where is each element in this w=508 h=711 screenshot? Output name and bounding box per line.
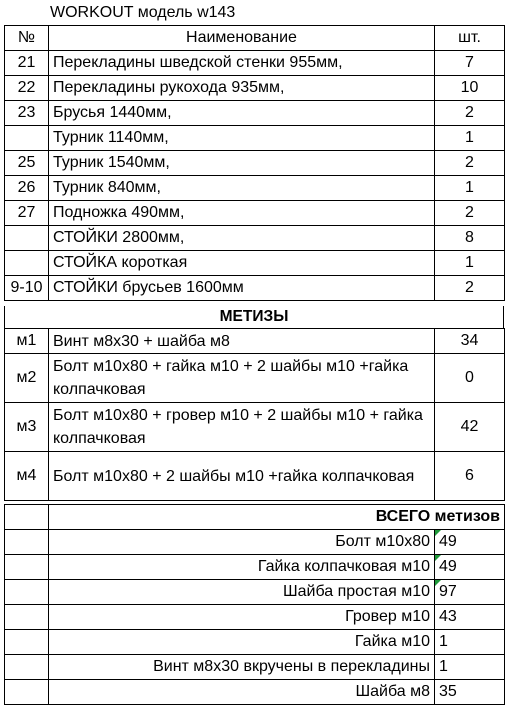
part-qty: 1 (435, 176, 505, 201)
part-name: Турник 840мм, (49, 176, 435, 201)
part-name: СТОЙКИ 2800мм, (49, 226, 435, 251)
part-qty: 10 (435, 76, 505, 101)
part-row (5, 201, 505, 226)
part-number: 22 (5, 76, 49, 101)
part-name: СТОЙКА короткая (49, 251, 435, 276)
part-qty: 2 (435, 101, 505, 126)
hardware-qty: 0 (435, 354, 505, 403)
hardware-row (5, 354, 505, 403)
hardware-row (5, 403, 505, 452)
part-number: 21 (5, 51, 49, 76)
total-qty: 1 (435, 655, 505, 680)
hardware-qty: 6 (435, 452, 505, 501)
part-qty: 2 (435, 151, 505, 176)
header-qty: шт. (435, 26, 505, 51)
total-qty: 49 (435, 530, 505, 555)
total-name: Шайба простая м10 (49, 580, 435, 605)
part-number: 26 (5, 176, 49, 201)
header-name: Наименование (49, 26, 435, 51)
header-num: № (5, 26, 49, 51)
part-row (5, 126, 505, 151)
total-name: Шайба м8 (49, 680, 435, 705)
part-qty: 2 (435, 201, 505, 226)
part-name: Подножка 490мм, (49, 201, 435, 226)
part-row (5, 101, 505, 126)
part-row (5, 226, 505, 251)
part-row (5, 251, 505, 276)
total-qty: 49 (435, 555, 505, 580)
part-qty: 2 (435, 276, 505, 301)
total-row (5, 580, 505, 605)
hardware-name: Болт м10х80 + гайка м10 + 2 шайбы м10 +гайка колпачковая (49, 354, 435, 403)
hardware-qty: 34 (435, 329, 505, 354)
part-qty: 7 (435, 51, 505, 76)
part-number (5, 226, 49, 251)
hardware-table (4, 328, 505, 501)
hardware-name: Винт м8х30 + шайба м8 (49, 329, 435, 354)
total-name: Гайка м10 (49, 630, 435, 655)
part-name: СТОЙКИ брусьев 1600мм (49, 276, 435, 301)
part-number: 23 (5, 101, 49, 126)
part-number: 9-10 (5, 276, 49, 301)
hardware-code: м4 (5, 452, 49, 501)
part-number: 27 (5, 201, 49, 226)
total-empty-cell (5, 605, 49, 630)
total-qty: 35 (435, 680, 505, 705)
hardware-code: м2 (5, 354, 49, 403)
part-row (5, 151, 505, 176)
total-empty-cell (5, 680, 49, 705)
part-number (5, 251, 49, 276)
total-qty: 1 (435, 630, 505, 655)
hardware-row (5, 329, 505, 354)
part-qty: 8 (435, 226, 505, 251)
total-name: Болт м10х80 (49, 530, 435, 555)
part-row (5, 51, 505, 76)
hardware-section-title: МЕТИЗЫ (4, 306, 504, 328)
total-qty: 43 (435, 605, 505, 630)
hardware-row (5, 452, 505, 501)
total-row (5, 680, 505, 705)
totals-table (4, 504, 505, 705)
total-row (5, 555, 505, 580)
total-qty: 97 (435, 580, 505, 605)
part-row (5, 76, 505, 101)
part-name: Турник 1140мм, (49, 126, 435, 151)
part-name: Перекладины рукохода 935мм, (49, 76, 435, 101)
total-empty-cell (5, 630, 49, 655)
part-name: Перекладины шведской стенки 955мм, (49, 51, 435, 76)
total-row (5, 530, 505, 555)
total-empty-cell (5, 530, 49, 555)
total-name: Гайка колпачковая м10 (49, 555, 435, 580)
total-empty-cell (5, 655, 49, 680)
part-number (5, 126, 49, 151)
part-number: 25 (5, 151, 49, 176)
header-row (5, 26, 505, 51)
hardware-name: Болт м10х80 + гровер м10 + 2 шайбы м10 + гайка колпачковая (49, 403, 435, 452)
hardware-qty: 42 (435, 403, 505, 452)
total-name: Винт м8х30 вкручены в перекладины (49, 655, 435, 680)
total-empty-cell (5, 580, 49, 605)
total-name: Гровер м10 (49, 605, 435, 630)
total-row (5, 630, 505, 655)
part-row (5, 276, 505, 301)
parts-table (4, 25, 505, 301)
part-name: Турник 1540мм, (49, 151, 435, 176)
hardware-code: м3 (5, 403, 49, 452)
part-name: Брусья 1440мм, (49, 101, 435, 126)
part-row (5, 176, 505, 201)
part-qty: 1 (435, 251, 505, 276)
total-row (5, 655, 505, 680)
total-row (5, 605, 505, 630)
totals-header-row (5, 505, 505, 530)
totals-empty-cell (5, 505, 49, 530)
hardware-name: Болт м10х80 + 2 шайбы м10 +гайка колпачковая (49, 452, 435, 501)
part-qty: 1 (435, 126, 505, 151)
sheet-title: WORKOUT модель w143 (50, 4, 236, 21)
hardware-code: м1 (5, 329, 49, 354)
totals-title: ВСЕГО метизов (49, 505, 505, 530)
total-empty-cell (5, 555, 49, 580)
